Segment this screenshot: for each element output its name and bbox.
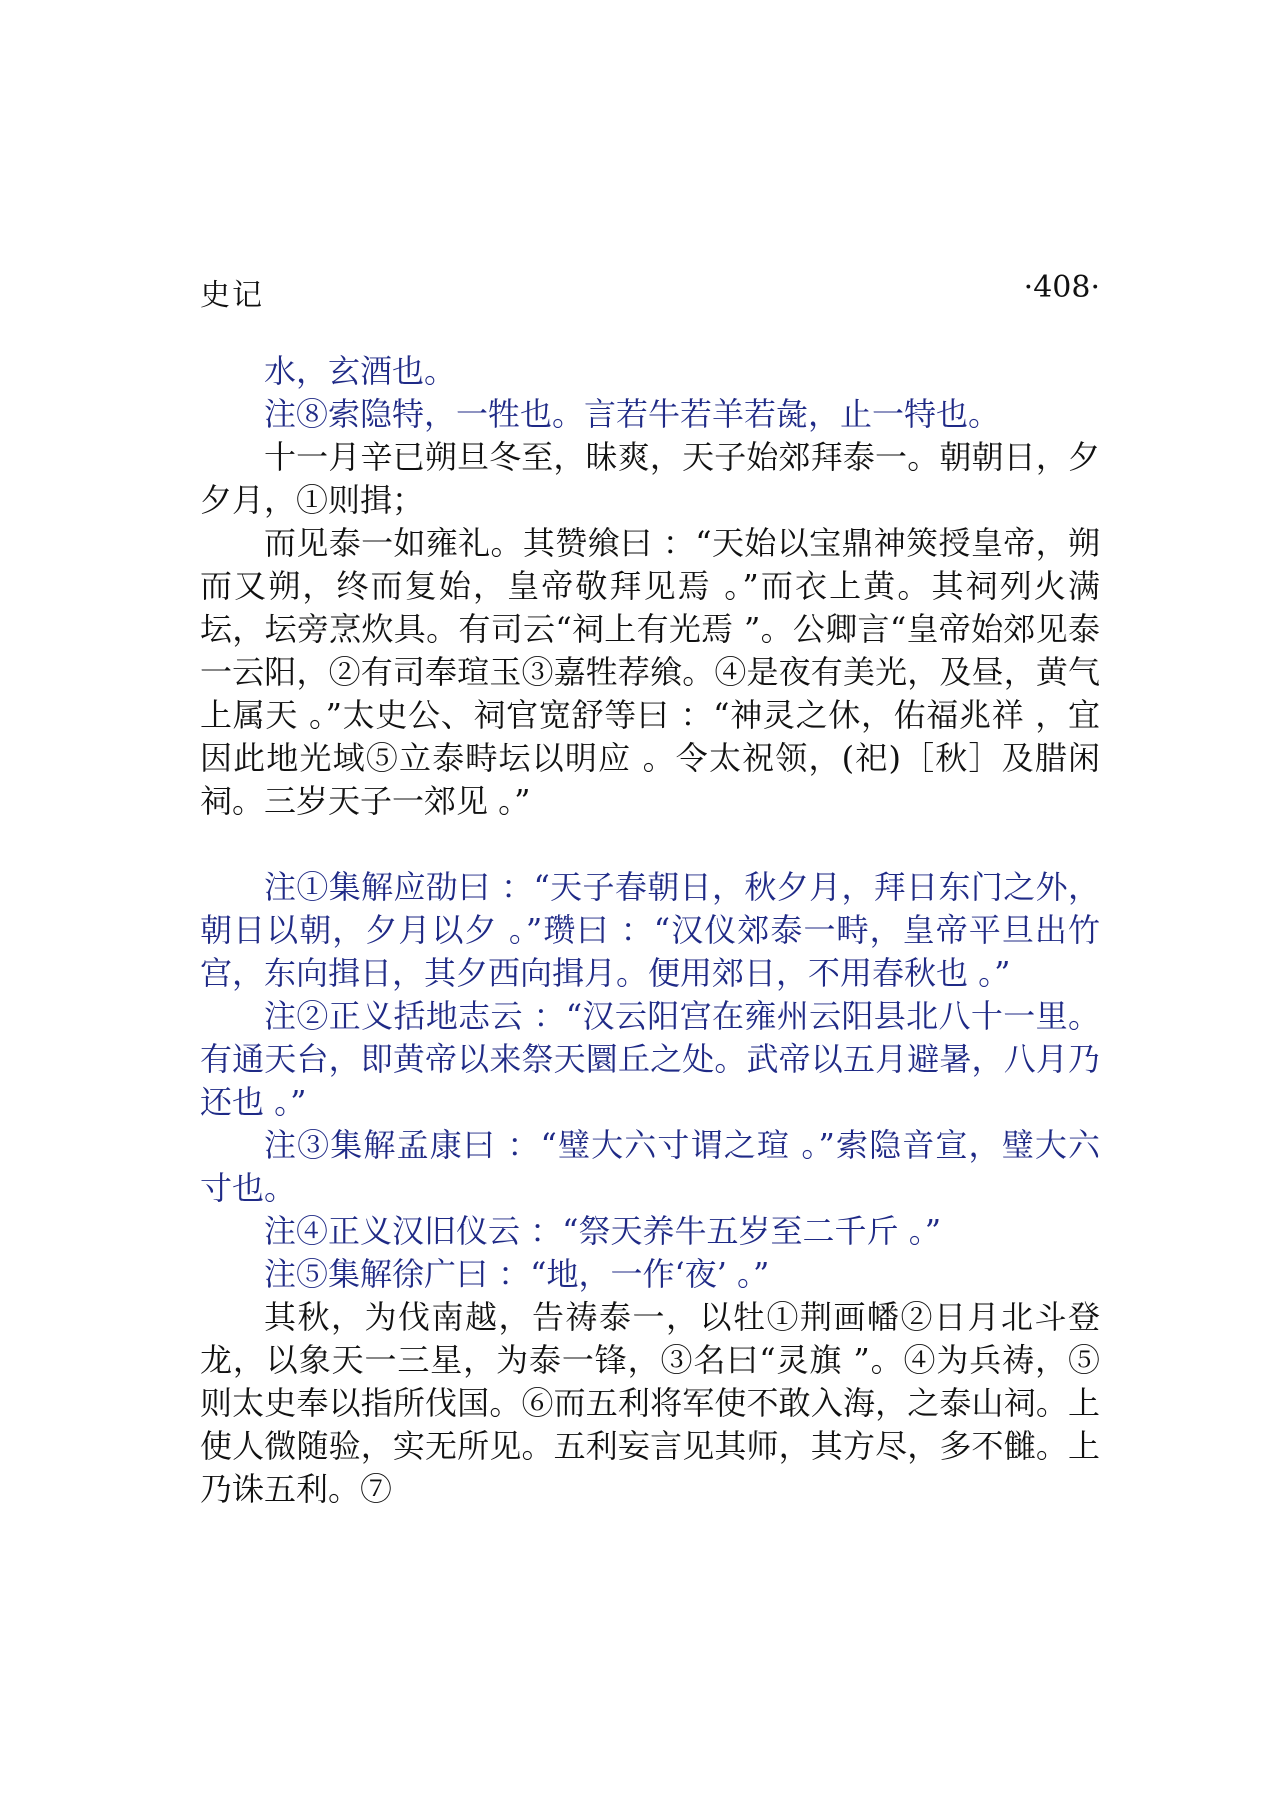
main-paragraph: 而见泰一如雍礼。其赞飨曰 ：“天始以宝鼎神筴授皇帝，朔而又朔，终而复始，皇帝敬拜见焉 。”而衣上黄。其祠列火满坛，坛旁烹炊具。有司云“祠上有光焉 ”。公卿言“皇帝始郊见泰一云阳，②有司奉瑄玉③嘉牲荐飨。④是夜有美光，及昼，黄气上属天 。”太史公、祠官宽舒等曰 ：“神灵之休，佑福兆祥 ，宜因此地光域⑤立泰畤坛以明应 。令太祝领，(祀)［秋］及腊闲祠。三岁天子一郊见 。”	[200, 524, 1100, 820]
main-paragraph: 其秋，为伐南越，告祷泰一，以牡①荆画幡②日月北斗登龙，以象天一三星，为泰一锋，③名曰“灵旗 ”。④为兵祷，⑤则太史奉以指所伐国。⑥而五利将军使不敢入海，之泰山祠。上使人微随验，实无所见。五利妄言见其师，其方尽，多不雠。上乃诛五利。⑦	[200, 1298, 1100, 1508]
paragraph-spacer	[200, 823, 1100, 866]
annotation-paragraph: 水，玄酒也。	[264, 352, 457, 390]
annotation-paragraph: 注①集解应劭曰 ：“天子春朝日，秋夕月，拜日东门之外，朝日以朝，夕月以夕 。”瓒曰 ：“汉仪郊泰一畤，皇帝平旦出竹宫，东向揖日，其夕西向揖月。便用郊日，不用春秋也 。”	[200, 868, 1100, 992]
annotation-paragraph: 注②正义括地志云 ：“汉云阳宫在雍州云阳县北八十一里。有通天台，即黄帝以来祭天圜丘之处。武帝以五月避暑，八月乃还也 。”	[200, 997, 1100, 1121]
main-paragraph: 十一月辛已朔旦冬至，昧爽，天子始郊拜泰一。朝朝日，夕夕月，①则揖；	[200, 438, 1100, 519]
annotation-paragraph: 注⑤集解徐广曰 ：“地，一作‘夜’ 。”	[264, 1255, 770, 1293]
page-number: ·408·	[1023, 270, 1100, 305]
annotation-paragraph: 注④正义汉旧仪云 ：“祭天养牛五岁至二千斤 。”	[264, 1212, 942, 1250]
annotation-paragraph: 注③集解孟康曰 ：“璧大六寸谓之瑄 。”索隐音宣，璧大六寸也。	[200, 1126, 1100, 1207]
book-title: 史记	[200, 278, 264, 313]
body-text	[200, 350, 1100, 1511]
page-header	[200, 270, 1100, 313]
annotation-paragraph: 注⑧索隐特，一牲也。言若牛若羊若彘，止一特也。	[264, 395, 1001, 433]
